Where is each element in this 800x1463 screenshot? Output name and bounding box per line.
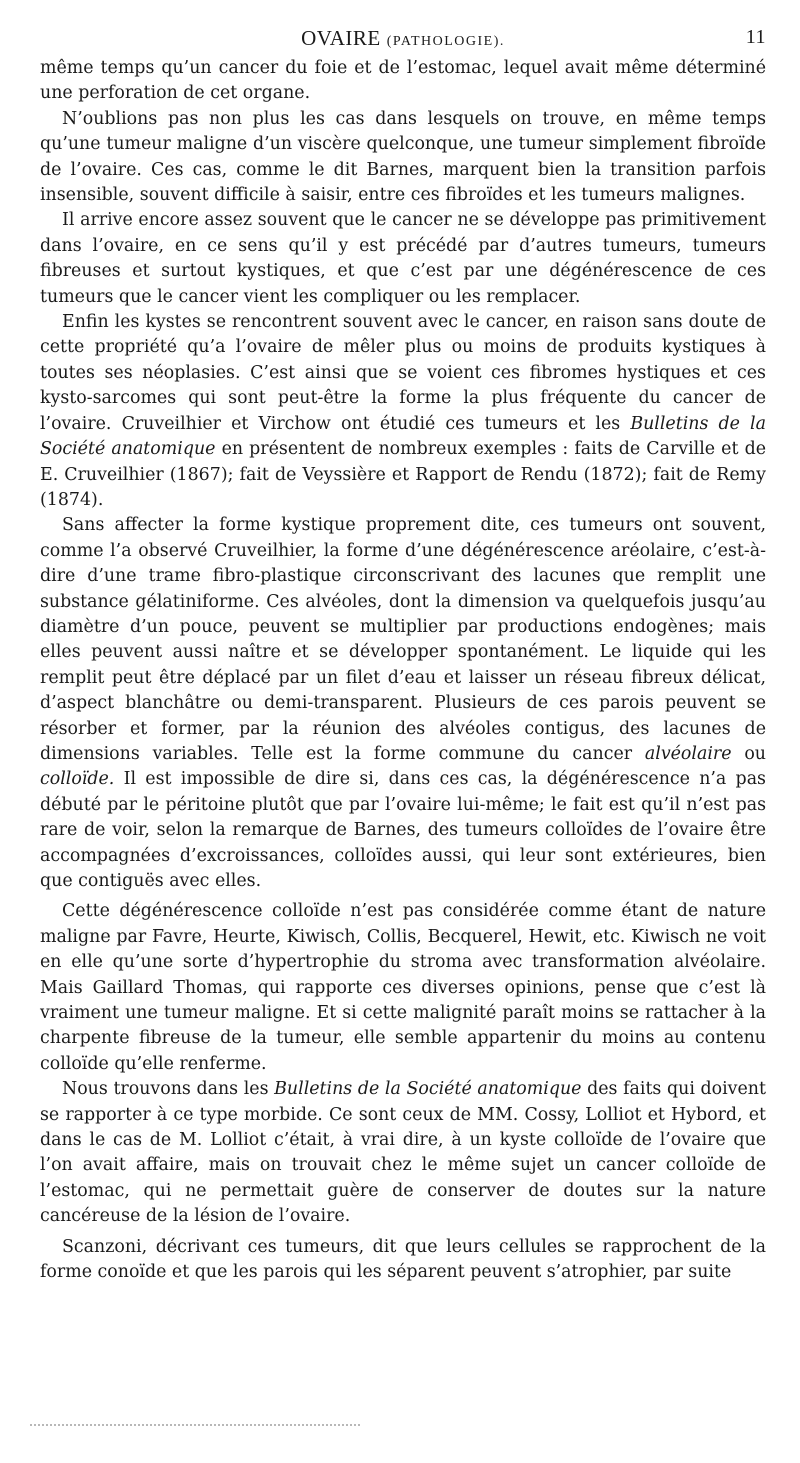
paragraph: [40, 1235, 766, 1286]
header-title: OVAIRE: [301, 26, 381, 50]
text-run: Cette dégénérescence colloïde n’est pas considérée comme étant de nature maligne par Favre, Heurte, Kiwisch, Collis, Becquerel, Hewit, etc. Kiwisch ne voit en elle qu’une sorte d’hypertrophie du stroma avec transformation alvéolaire. Mais Gaillard Thomas, qui rapporte ces diverses opinions, pense que c’est là vraiment une tumeur maligne. Et si cette malignité paraît moins se rattacher à la charpente fibreuse de la tumeur, elle semble appartenir du moins au contenu colloïde qu’elle renferme.: [40, 901, 766, 1074]
running-header: [40, 26, 766, 56]
paragraph: [40, 310, 766, 513]
text-run: Enfin les kystes se rencontrent souvent avec le cancer, en raison sans doute de cette propriété qu’a l’ovaire de mêler plus ou moins de produits kystiques à toutes ses néoplasies. C’est ainsi que se voient ces fibromes hystiques et ces kysto-sarcomes qui sont peut-être la forme la plus fréquente du cancer de l’ovaire. Cruveilhier et Virchow ont étudié ces tumeurs et les: [40, 312, 766, 434]
paragraph: [40, 1077, 766, 1229]
text-run: Sans affecter la forme kystique proprement dite, ces tumeurs ont souvent, comme l’a observé Cruveilhier, la forme d’une dégénérescence aréolaire, c’est-à-dire d’une trame fibro-plastique circonscrivant des lacunes que remplit une substance gélatiniforme. Ces alvéoles, dont la dimension va quelquefois jusqu’au diamètre d’un pouce, peuvent se multiplier par productions endogènes; mais elles peuvent aussi naître et se développer spontanément. Le liquide qui les remplit peut être déplacé par un filet d’eau et laisser un réseau fibreux délicat, d’aspect blanchâtre ou demi-transparent. Plusieurs de ces parois peuvent se résorber et former, par la réunion des alvéoles contigus, des lacunes de dimensions variables. Telle est la forme commune du cancer: [40, 515, 766, 764]
text-run: des faits qui doivent se rapporter à ce type morbide. Ce sont ceux de MM. Cossy, Lolliot et Hybord, et dans le cas de M. Lolliot c’était, à vrai dire, à un kyste colloïde de l’ovaire que l’on avait affaire, mais on trouvait chez le même sujet un cancer colloïde de l’estomac, qui ne permettait guère de conserver de doutes sur la nature cancéreuse de la lésion de l’ovaire.: [40, 1079, 766, 1227]
text-run: Il est impossible de dire si, dans ces cas, la dégénérescence n’a pas débuté par le péritoine plutôt que par l’ovaire lui-même; le fait est qu’il n’est pas rare de voir, selon la remarque de Barnes, des tumeurs colloïdes de l’ovaire être accompagnées d’excroissances, colloïdes aussi, qui leur sont extérieures, bien que contiguës avec elles.: [40, 769, 766, 891]
paragraph: [40, 208, 766, 310]
italic-text: colloïde.: [40, 769, 115, 790]
paragraph: [40, 56, 766, 107]
footer-print-marks: [30, 1424, 360, 1430]
italic-text: alvéolaire: [644, 743, 732, 764]
page-number: 11: [745, 26, 766, 48]
text-run: Nous trouvons dans les: [62, 1079, 275, 1100]
text-run: Scanzoni, décrivant ces tumeurs, dit que leurs cellules se rapprochent de la forme conoïde et que les parois qui les séparent peuvent s’atrophier, par suite: [40, 1236, 766, 1283]
paragraph: [40, 513, 766, 894]
italic-text: Bulletins de la Société anatomique: [274, 1079, 582, 1100]
text-run: N’oublions pas non plus les cas dans lesquels on trouve, en même temps qu’une tumeur maligne d’un viscère quelconque, une tumeur simplement fibroïde de l’ovaire. Ces cas, comme le dit Barnes, marquent bien la transition parfois insensible, souvent difficile à saisir, entre ces fibroïdes et les tumeurs malignes.: [40, 108, 766, 206]
text-run: en présentent de nombreux exemples : faits de Carville et de E. Cruveilhier (1867); fait de Veyssière et Rapport de Rendu (1872); fait de Remy (1874).: [40, 439, 767, 510]
paragraph: [40, 107, 766, 209]
header-subtitle: (PATHOLOGIE).: [386, 34, 505, 49]
paragraph: [40, 899, 766, 1077]
document-page: [40, 26, 766, 1286]
text-run: Il arrive encore assez souvent que le cancer ne se développe pas primitivement dans l’ovaire, en ce sens qu’il y est précédé par d’autres tumeurs, tumeurs fibreuses et surtout kystiques, et que c’est par une dégénérescence de ces tumeurs que le cancer vient les compliquer ou les remplacer.: [40, 210, 766, 307]
italic-text: Bulletins de la Société anatomique: [40, 413, 766, 460]
body-text: [40, 56, 766, 1286]
text-run: ou: [731, 743, 766, 764]
text-run: même temps qu’un cancer du foie et de l’estomac, lequel avait même déterminé une perforation de cet organe.: [40, 58, 766, 104]
